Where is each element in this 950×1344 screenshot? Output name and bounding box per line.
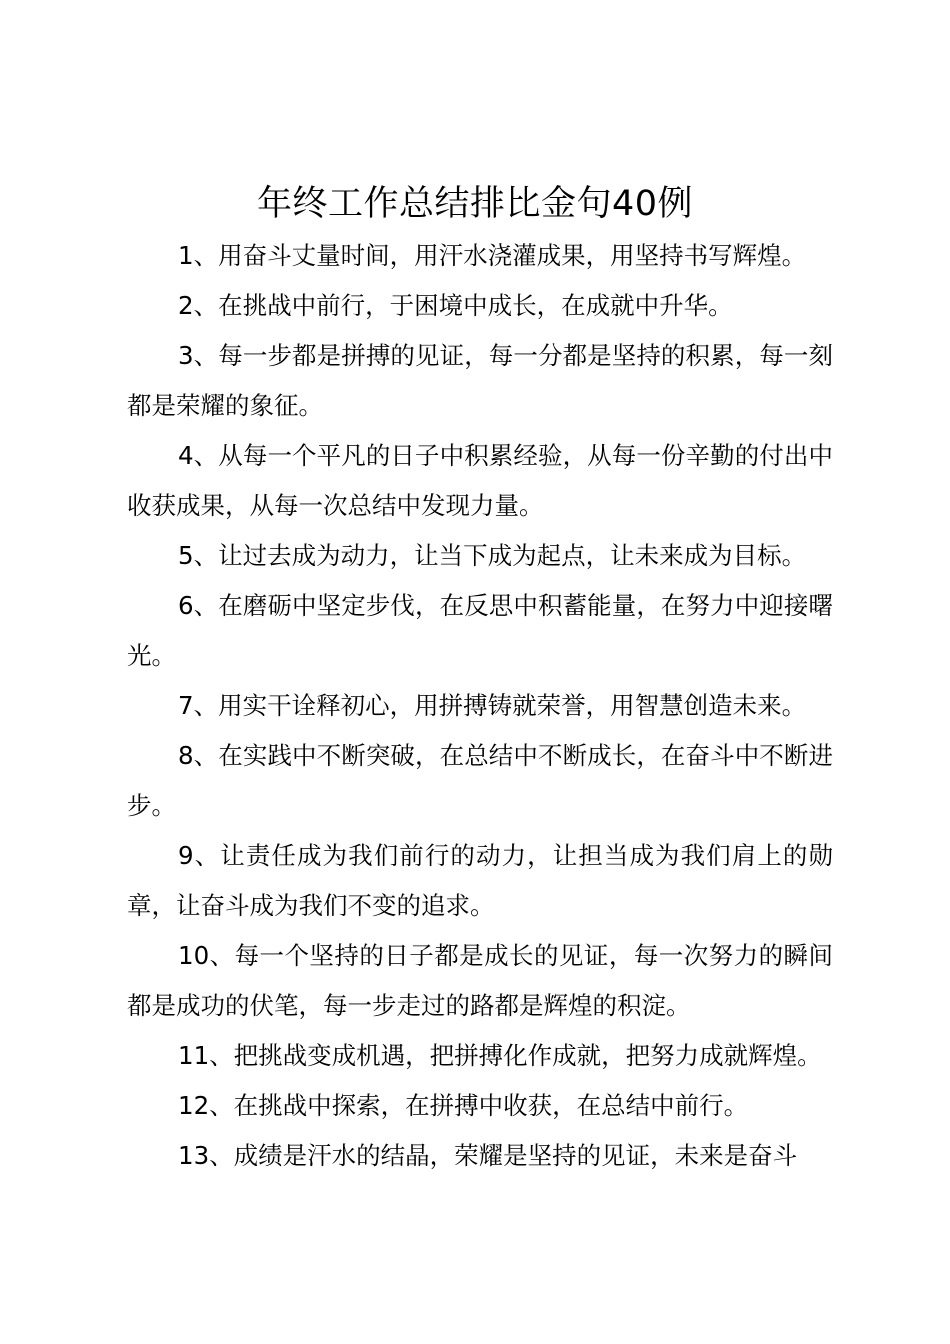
paragraph-12: 12、在挑战中探索，在拼搏中收获，在总结中前行。 [178, 1091, 749, 1120]
document-body [127, 231, 833, 1181]
paragraph-7: 7、用实干诠释初心，用拼搏铸就荣誉，用智慧创造未来。 [178, 691, 807, 720]
paragraph-1: 1、用奋斗丈量时间，用汗水浇灌成果，用坚持书写辉煌。 [178, 241, 807, 270]
paragraph-5: 5、让过去成为动力，让当下成为起点，让未来成为目标。 [178, 541, 807, 570]
paragraph-6: 6、在磨砺中坚定步伐，在反思中积蓄能量，在努力中迎接曙光。 [127, 591, 833, 670]
paragraph-11: 11、把挑战变成机遇，把拼搏化作成就，把努力成就辉煌。 [178, 1041, 822, 1070]
document-title: 年终工作总结排比金句40例 [256, 184, 694, 224]
paragraph-13: 13、成绩是汗水的结晶，荣耀是坚持的见证，未来是奋斗 [178, 1141, 798, 1170]
paragraph-3: 3、每一步都是拼搏的见证，每一分都是坚持的积累，每一刻都是荣耀的象征。 [127, 341, 833, 420]
paragraph-2: 2、在挑战中前行，于困境中成长，在成就中升华。 [178, 291, 733, 320]
paragraph-10: 10、每一个坚持的日子都是成长的见证，每一次努力的瞬间都是成功的伏笔，每一步走过的路都是辉煌的积淀。 [127, 941, 833, 1020]
paragraph-4: 4、从每一个平凡的日子中积累经验，从每一份辛勤的付出中收获成果，从每一次总结中发现力量。 [127, 441, 833, 520]
paragraph-9: 9、让责任成为我们前行的动力，让担当成为我们肩上的勋章，让奋斗成为我们不变的追求。 [127, 841, 833, 920]
paragraph-8: 8、在实践中不断突破，在总结中不断成长，在奋斗中不断进步。 [127, 741, 833, 820]
